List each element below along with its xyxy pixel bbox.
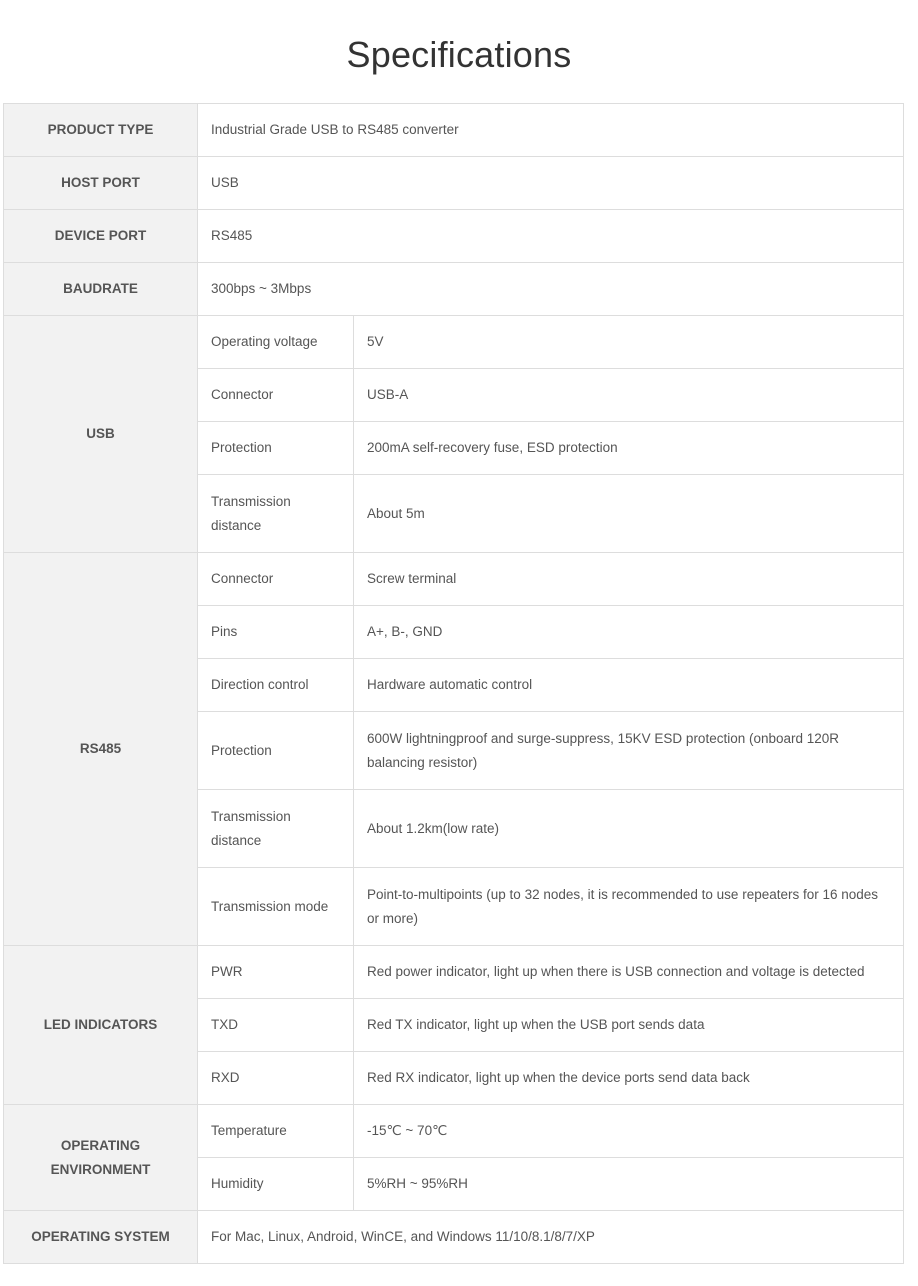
spec-sub-value: Red RX indicator, light up when the device ports send data back xyxy=(354,1052,904,1105)
spec-group-label: LED INDICATORS xyxy=(4,946,198,1105)
spec-sub-name: Transmission distance xyxy=(198,475,354,553)
spec-sub-name: RXD xyxy=(198,1052,354,1105)
spec-value: 300bps ~ 3Mbps xyxy=(198,263,904,316)
spec-value: For Mac, Linux, Android, WinCE, and Windows 11/10/8.1/8/7/XP xyxy=(198,1211,904,1264)
spec-label: OPERATING SYSTEM xyxy=(4,1211,198,1264)
spec-group-label: RS485 xyxy=(4,553,198,946)
spec-sub-value: 600W lightningproof and surge-suppress, 15KV ESD protection (onboard 120R balancing resistor) xyxy=(354,712,904,790)
spec-sub-name: Protection xyxy=(198,712,354,790)
spec-label: DEVICE PORT xyxy=(4,210,198,263)
spec-row-baudrate xyxy=(4,263,904,316)
spec-sub-name: Humidity xyxy=(198,1158,354,1211)
spec-sub-value: Hardware automatic control xyxy=(354,659,904,712)
spec-sub-name: Operating voltage xyxy=(198,316,354,369)
spec-sub-name: Protection xyxy=(198,422,354,475)
spec-sub-name: PWR xyxy=(198,946,354,999)
page-title: Specifications xyxy=(346,34,572,75)
spec-row-led-indicators xyxy=(4,946,904,999)
spec-row-operating-environment xyxy=(4,1105,904,1158)
spec-row-usb xyxy=(4,316,904,369)
spec-label: BAUDRATE xyxy=(4,263,198,316)
spec-value: RS485 xyxy=(198,210,904,263)
spec-sub-name: Temperature xyxy=(198,1105,354,1158)
spec-sub-value: About 5m xyxy=(354,475,904,553)
spec-sub-name: Connector xyxy=(198,369,354,422)
spec-row-product-type xyxy=(4,104,904,157)
specifications-table xyxy=(3,103,904,1264)
spec-group-label: OPERATING ENVIRONMENT xyxy=(4,1105,198,1211)
spec-sub-value: 5%RH ~ 95%RH xyxy=(354,1158,904,1211)
spec-row-operating-system xyxy=(4,1211,904,1264)
spec-sub-name: Direction control xyxy=(198,659,354,712)
spec-sub-value: Red power indicator, light up when there is USB connection and voltage is detected xyxy=(354,946,904,999)
spec-sub-name: Connector xyxy=(198,553,354,606)
spec-group-label: USB xyxy=(4,316,198,553)
spec-value: USB xyxy=(198,157,904,210)
spec-sub-value: -15℃ ~ 70℃ xyxy=(354,1105,904,1158)
spec-sub-name: Pins xyxy=(198,606,354,659)
spec-sub-value: Screw terminal xyxy=(354,553,904,606)
spec-label: HOST PORT xyxy=(4,157,198,210)
spec-value: Industrial Grade USB to RS485 converter xyxy=(198,104,904,157)
spec-sub-value: A+, B-, GND xyxy=(354,606,904,659)
spec-row-device-port xyxy=(4,210,904,263)
spec-row-rs485 xyxy=(4,553,904,606)
spec-row-host-port xyxy=(4,157,904,210)
spec-sub-name: TXD xyxy=(198,999,354,1052)
spec-sub-value: 5V xyxy=(354,316,904,369)
spec-sub-name: Transmission distance xyxy=(198,790,354,868)
spec-sub-value: Red TX indicator, light up when the USB port sends data xyxy=(354,999,904,1052)
spec-sub-value: About 1.2km(low rate) xyxy=(354,790,904,868)
spec-sub-value: 200mA self-recovery fuse, ESD protection xyxy=(354,422,904,475)
spec-sub-value: Point-to-multipoints (up to 32 nodes, it is recommended to use repeaters for 16 nodes or more) xyxy=(354,868,904,946)
spec-sub-name: Transmission mode xyxy=(198,868,354,946)
spec-label: PRODUCT TYPE xyxy=(4,104,198,157)
spec-sub-value: USB-A xyxy=(354,369,904,422)
